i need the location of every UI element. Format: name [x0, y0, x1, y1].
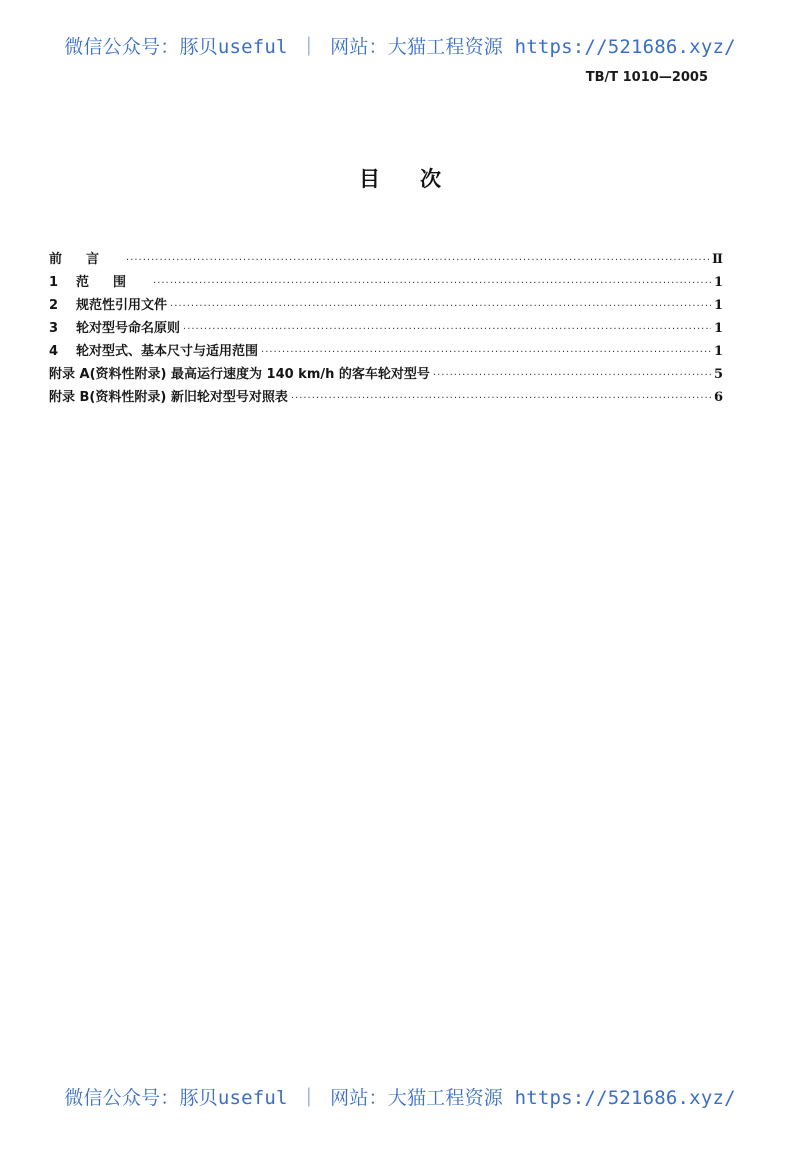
watermark-top: 微信公众号：豚贝useful ｜ 网站：大猫工程资源 https://521686.xyz/ — [64, 36, 736, 58]
toc-entry-page: 6 — [713, 390, 723, 405]
toc-entry-text: 范围 — [76, 275, 151, 290]
toc-entry-page: 5 — [713, 367, 723, 382]
toc-entry-text: 规范性引用文件 — [76, 298, 168, 313]
watermark-bottom: 微信公众号：豚贝useful ｜ 网站：大猫工程资源 https://521686.xyz/ — [64, 1087, 736, 1109]
toc-leader-dots — [126, 255, 709, 266]
toc-leader-dots — [183, 324, 711, 335]
toc-leader-dots — [170, 301, 711, 312]
toc-entry-page: 1 — [713, 344, 723, 359]
toc-entry-label — [49, 248, 123, 267]
toc-entry-text: 附录 A(资料性附录) 最高运行速度为 140 km/h 的客车轮对型号 — [49, 367, 430, 382]
toc-entry-label — [49, 386, 288, 405]
toc-entry-text: 轮对型式、基本尺寸与适用范围 — [76, 344, 259, 359]
toc-entry-number: 3 — [49, 321, 59, 336]
toc-entry-page: 1 — [713, 275, 723, 290]
toc-entry-page: 1 — [713, 321, 723, 336]
toc-entry-number: 4 — [49, 344, 59, 359]
toc-entry-page: 1 — [713, 298, 723, 313]
toc-entry-label — [49, 340, 258, 359]
toc-entry-number: 1 — [49, 275, 59, 290]
toc-leader-dots — [291, 393, 711, 404]
toc-entry-annex-a[interactable] — [49, 363, 723, 386]
toc-leader-dots — [433, 370, 711, 381]
toc-entry-label — [49, 294, 167, 313]
toc-entry-normative-references[interactable] — [49, 294, 723, 317]
toc-entry-label — [49, 271, 150, 290]
toc-entry-number: 2 — [49, 298, 59, 313]
toc-entry-label — [49, 317, 180, 336]
toc-leader-dots — [261, 347, 711, 358]
table-of-contents — [49, 248, 723, 409]
toc-entry-scope[interactable] — [49, 271, 723, 294]
toc-entry-types-dimensions[interactable] — [49, 340, 723, 363]
toc-entry-naming-principles[interactable] — [49, 317, 723, 340]
toc-entry-annex-b[interactable] — [49, 386, 723, 409]
toc-entry-label — [49, 363, 430, 382]
toc-entry-foreword[interactable] — [49, 248, 723, 271]
toc-leader-dots — [153, 278, 711, 289]
toc-entry-text: 附录 B(资料性附录) 新旧轮对型号对照表 — [49, 390, 288, 405]
toc-entry-text: 轮对型号命名原则 — [76, 321, 181, 336]
toc-entry-text: 前言 — [49, 252, 124, 267]
toc-title: 目次 — [359, 167, 481, 191]
document-code: TB/T 1010—2005 — [585, 70, 708, 85]
toc-entry-page: Ⅱ — [712, 252, 723, 267]
